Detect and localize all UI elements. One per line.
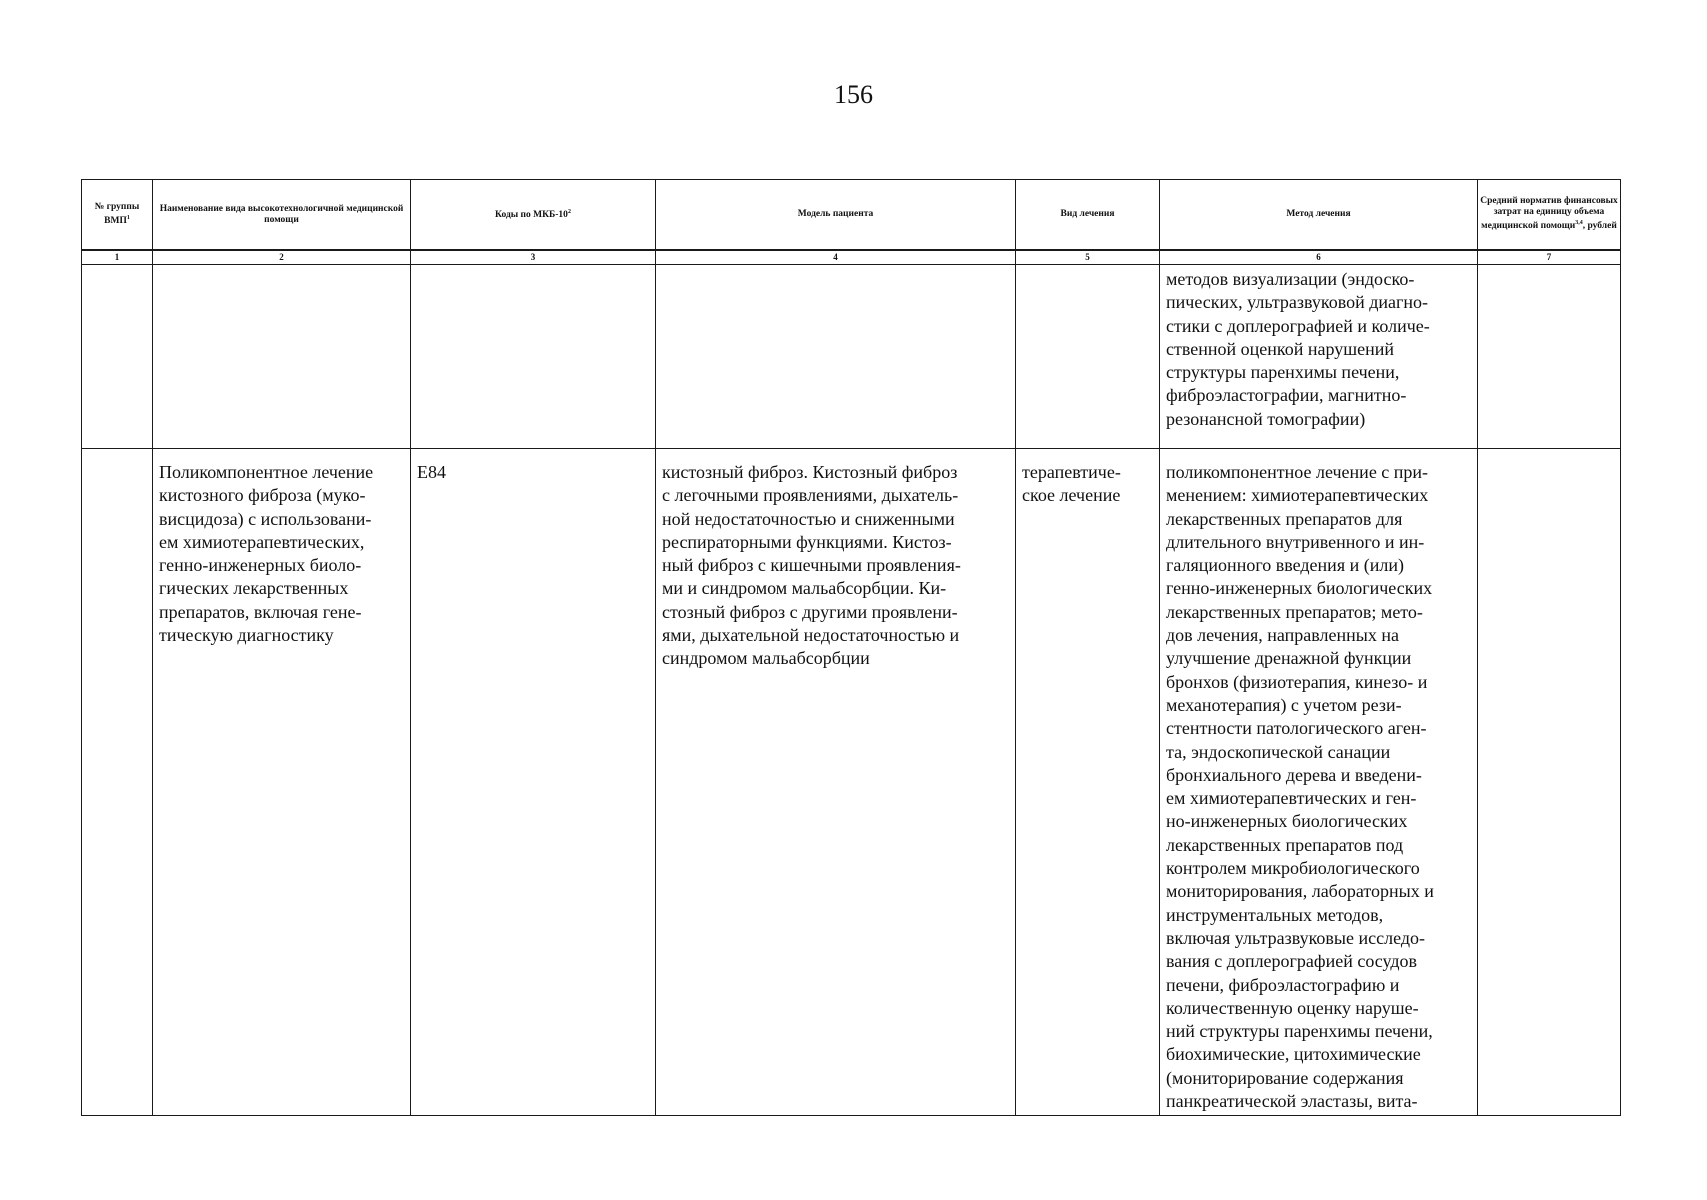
column-numbers-row <box>82 250 1621 265</box>
cell-care-type-name <box>153 265 411 449</box>
cell-care-type-name: Поликомпонентное лечение кистозного фиброза (муко- висцидоза) с использовани- ем химиотерапевтических, генно-инженерных биоло- гических лекарственных препаратов, включая гене- тическую диагностику <box>153 449 411 1116</box>
cell-icd-codes <box>411 265 656 449</box>
column-number: 3 <box>411 250 656 265</box>
cell-treatment-type: терапевтиче- ское лечение <box>1016 449 1160 1116</box>
header-treatment-method: Метод лечения <box>1160 180 1478 251</box>
cell-treatment-method: поликомпонентное лечение с при- менением: химиотерапевтических лекарственных препаратов для длительного внутривенного и ин- галяционного введения и (или) генно-инженерных биологических лекарственных препаратов; мето- дов лечения, направленных на улучшение дренажной функции бронхов (физиотерапия, кинезо- и механотерапия) с учетом рези- стентности патологического аген- та, эндоскопической санации бронхиального дерева и введени- ем химиотерапевтических и ген- но-инженерных биологических лекарственных препаратов под контролем микробиологического мониторирования, лабораторных и инструментальных методов, включая ультразвуковые исследо- вания с доплерографией сосудов печени, фиброэластографию и количественную оценку наруше- ний структуры паренхимы печени, биохимические, цитохимические (мониторирование содержания панкреатической эластазы, вита- <box>1160 449 1478 1116</box>
cell-icd-codes: E84 <box>411 449 656 1116</box>
header-care-type-name: Наименование вида высокотехнологичной медицинской помощи <box>153 180 411 251</box>
cell-group-number <box>82 449 153 1116</box>
cell-patient-model: кистозный фиброз. Кистозный фиброз с легочными проявлениями, дыхатель- ной недостаточностью и сниженными респираторными функциями. Кистоз- ный фиброз с кишечными проявления- ми и синдромом мальабсорбции. Ки- стозный фиброз с другими проявлени- ями, дыхательной недостаточностью и синдромом мальабсорбции <box>656 449 1016 1116</box>
cell-average-cost <box>1478 265 1621 449</box>
column-number: 1 <box>82 250 153 265</box>
column-number: 4 <box>656 250 1016 265</box>
table-header-row <box>82 180 1621 251</box>
column-number: 5 <box>1016 250 1160 265</box>
cell-group-number <box>82 265 153 449</box>
page-number: 156 <box>834 80 873 109</box>
table-row <box>82 265 1621 449</box>
header-icd-codes: Коды по МКБ-$10^2$ <box>411 180 656 251</box>
header-group-number: № группы ВМП$^1$ <box>82 180 153 251</box>
vmp-table <box>81 179 1621 1116</box>
cell-treatment-type <box>1016 265 1160 449</box>
column-number: 2 <box>153 250 411 265</box>
column-number: 7 <box>1478 250 1621 265</box>
header-patient-model: Модель пациента <box>656 180 1016 251</box>
header-treatment-type: Вид лечения <box>1016 180 1160 251</box>
cell-average-cost <box>1478 449 1621 1116</box>
table-row <box>82 449 1621 1116</box>
column-number: 6 <box>1160 250 1478 265</box>
cell-patient-model <box>656 265 1016 449</box>
cell-treatment-method: методов визуализации (эндоско- пических, ультразвуковой диагно- стики с доплерографией и количе- ственной оценкой нарушений структуры паренхимы печени, фиброэластографии, магнитно- резонансной томографии) <box>1160 265 1478 449</box>
header-average-cost: Средний норматив финансовых затрат на единицу объема медицинской помощи$^{3,4}$, рублей <box>1478 180 1621 251</box>
